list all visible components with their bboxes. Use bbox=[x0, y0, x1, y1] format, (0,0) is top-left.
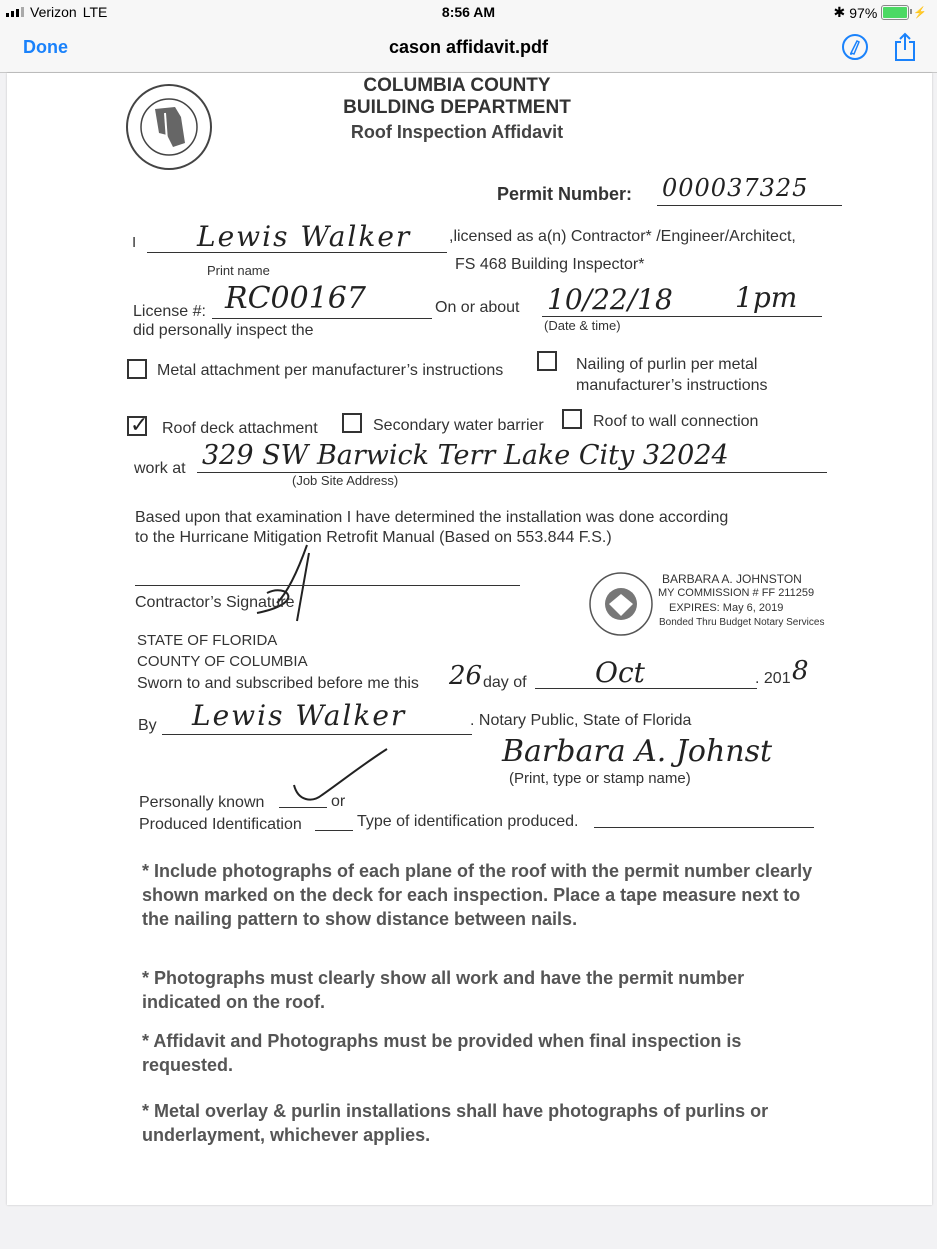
check-mark-icon: ✓ bbox=[130, 412, 149, 437]
charging-icon: ⚡ bbox=[913, 7, 927, 19]
done-button[interactable]: Done bbox=[23, 37, 68, 57]
based-line2: to the Hurricane Mitigation Retrofit Manual (Based on 553.844 F.S.) bbox=[135, 529, 612, 546]
licensed-text: ,licensed as a(n) Contractor* /Engineer/Architect, bbox=[449, 228, 796, 245]
nav-bar bbox=[0, 24, 937, 73]
notary-signature: Barbara A. Johnst bbox=[502, 734, 773, 769]
notary-public-text: . Notary Public, State of Florida bbox=[470, 712, 692, 729]
month-line bbox=[535, 688, 757, 689]
header-department: BUILDING DEPARTMENT bbox=[343, 97, 571, 118]
note-affidavit: * Affidavit and Photographs must be provided when final inspection is requested. bbox=[142, 1031, 742, 1075]
contractor-signature-label: Contractor’s Signature bbox=[135, 594, 295, 611]
pdf-page[interactable] bbox=[7, 73, 932, 1205]
checkbox-metal-attachment[interactable] bbox=[127, 359, 147, 379]
checkbox-secondary-water[interactable] bbox=[342, 413, 362, 433]
produced-id-line bbox=[315, 830, 353, 831]
notary-seal bbox=[587, 570, 655, 638]
print-name-caption: Print name bbox=[207, 263, 270, 278]
day-of-text: day of bbox=[483, 674, 527, 691]
sworn-text: Sworn to and subscribed before me this bbox=[137, 675, 419, 692]
year-value: 8 bbox=[792, 656, 809, 686]
month-value: Oct bbox=[595, 656, 645, 689]
personally-known-label: Personally known bbox=[139, 794, 265, 811]
state-label: STATE OF FLORIDA bbox=[137, 632, 278, 649]
clock: 8:56 AM bbox=[441, 4, 496, 20]
notary-stamp-expires: EXPIRES: May 6, 2019 bbox=[669, 602, 784, 614]
checkbox-nailing-purlin[interactable] bbox=[537, 351, 557, 371]
network-label: LTE bbox=[82, 4, 108, 20]
markup-pen-icon[interactable] bbox=[842, 34, 868, 60]
date-line bbox=[542, 316, 822, 317]
note-photographs-plane: * Include photographs of each plane of the roof with the permit number clearly shown marked on the deck for each inspection. Place a tape measure next to the nailing pattern to show distance between nails. bbox=[142, 861, 813, 929]
share-icon[interactable] bbox=[894, 32, 916, 62]
notary-stamp-name: BARBARA A. JOHNSTON bbox=[662, 572, 802, 586]
address-value: 329 SW Barwick Terr Lake City 32024 bbox=[202, 440, 729, 471]
on-or-about: On or about bbox=[435, 299, 520, 316]
option-roof-wall: Roof to wall connection bbox=[593, 413, 759, 430]
fs-text: FS 468 Building Inspector* bbox=[455, 256, 645, 273]
note-metal-overlay: * Metal overlay & purlin installations shall have photographs of purlins or underlayment, whichever applies. bbox=[142, 1101, 769, 1145]
produced-id-label: Produced Identification bbox=[139, 816, 302, 833]
name-handwritten: Lewis Walker bbox=[197, 220, 412, 253]
year-prefix: . 201 bbox=[755, 670, 791, 687]
document-title: cason affidavit.pdf bbox=[388, 37, 549, 57]
status-bar bbox=[0, 0, 937, 24]
license-line bbox=[212, 318, 432, 319]
bluetooth-icon: ✱ bbox=[833, 4, 846, 20]
notary-stamp-commission: MY COMMISSION # FF 211259 bbox=[658, 587, 815, 599]
i-label: I bbox=[132, 234, 137, 251]
did-inspect-text: did personally inspect the bbox=[133, 322, 314, 339]
option-secondary-water: Secondary water barrier bbox=[373, 417, 544, 434]
type-id-label: Type of identification produced. bbox=[357, 813, 579, 830]
by-line bbox=[162, 734, 472, 735]
carrier-label: Verizon bbox=[30, 4, 77, 20]
personally-known-line bbox=[279, 807, 327, 808]
battery-icon bbox=[881, 5, 909, 20]
based-line1: Based upon that examination I have determined the installation was done according bbox=[135, 509, 729, 526]
name-line bbox=[147, 252, 447, 253]
by-label: By bbox=[138, 717, 157, 734]
option-metal-attachment: Metal attachment per manufacturer’s instructions bbox=[157, 362, 504, 379]
header-county: COLUMBIA COUNTY bbox=[363, 75, 551, 96]
county-label: COUNTY OF COLUMBIA bbox=[137, 653, 308, 670]
license-value: RC00167 bbox=[225, 281, 366, 316]
work-at-label: work at bbox=[134, 460, 186, 477]
time-value: 1pm bbox=[735, 281, 798, 314]
date-value: 10/22/18 bbox=[547, 283, 673, 316]
checkbox-roof-deck[interactable] bbox=[127, 412, 149, 437]
license-label: License #: bbox=[133, 303, 206, 320]
type-id-line bbox=[594, 827, 814, 828]
option-nailing-line2: manufacturer’s instructions bbox=[576, 377, 768, 394]
checkbox-roof-wall[interactable] bbox=[562, 409, 582, 429]
permit-line bbox=[657, 205, 842, 206]
by-value: Lewis Walker bbox=[192, 699, 407, 732]
print-type-caption: (Print, type or stamp name) bbox=[509, 770, 691, 787]
date-time-caption: (Date & time) bbox=[544, 318, 621, 333]
permit-label: Permit Number: bbox=[497, 184, 633, 204]
header-form-title: Roof Inspection Affidavit bbox=[350, 122, 564, 142]
notary-stamp-bonded: Bonded Thru Budget Notary Services bbox=[659, 617, 825, 628]
option-nailing-line1: Nailing of purlin per metal bbox=[576, 356, 758, 373]
battery-percent: 97% bbox=[849, 4, 878, 21]
option-roof-deck: Roof deck attachment bbox=[162, 420, 318, 437]
status-right bbox=[834, 4, 927, 21]
permit-value: 000037325 bbox=[662, 174, 809, 202]
contractor-signature-line bbox=[135, 585, 520, 586]
day-value: 26 bbox=[449, 661, 483, 691]
note-photographs-work: * Photographs must clearly show all work and have the permit number indicated on the roof. bbox=[142, 968, 745, 1012]
job-site-caption: (Job Site Address) bbox=[292, 473, 399, 488]
or-label: or bbox=[331, 793, 346, 810]
